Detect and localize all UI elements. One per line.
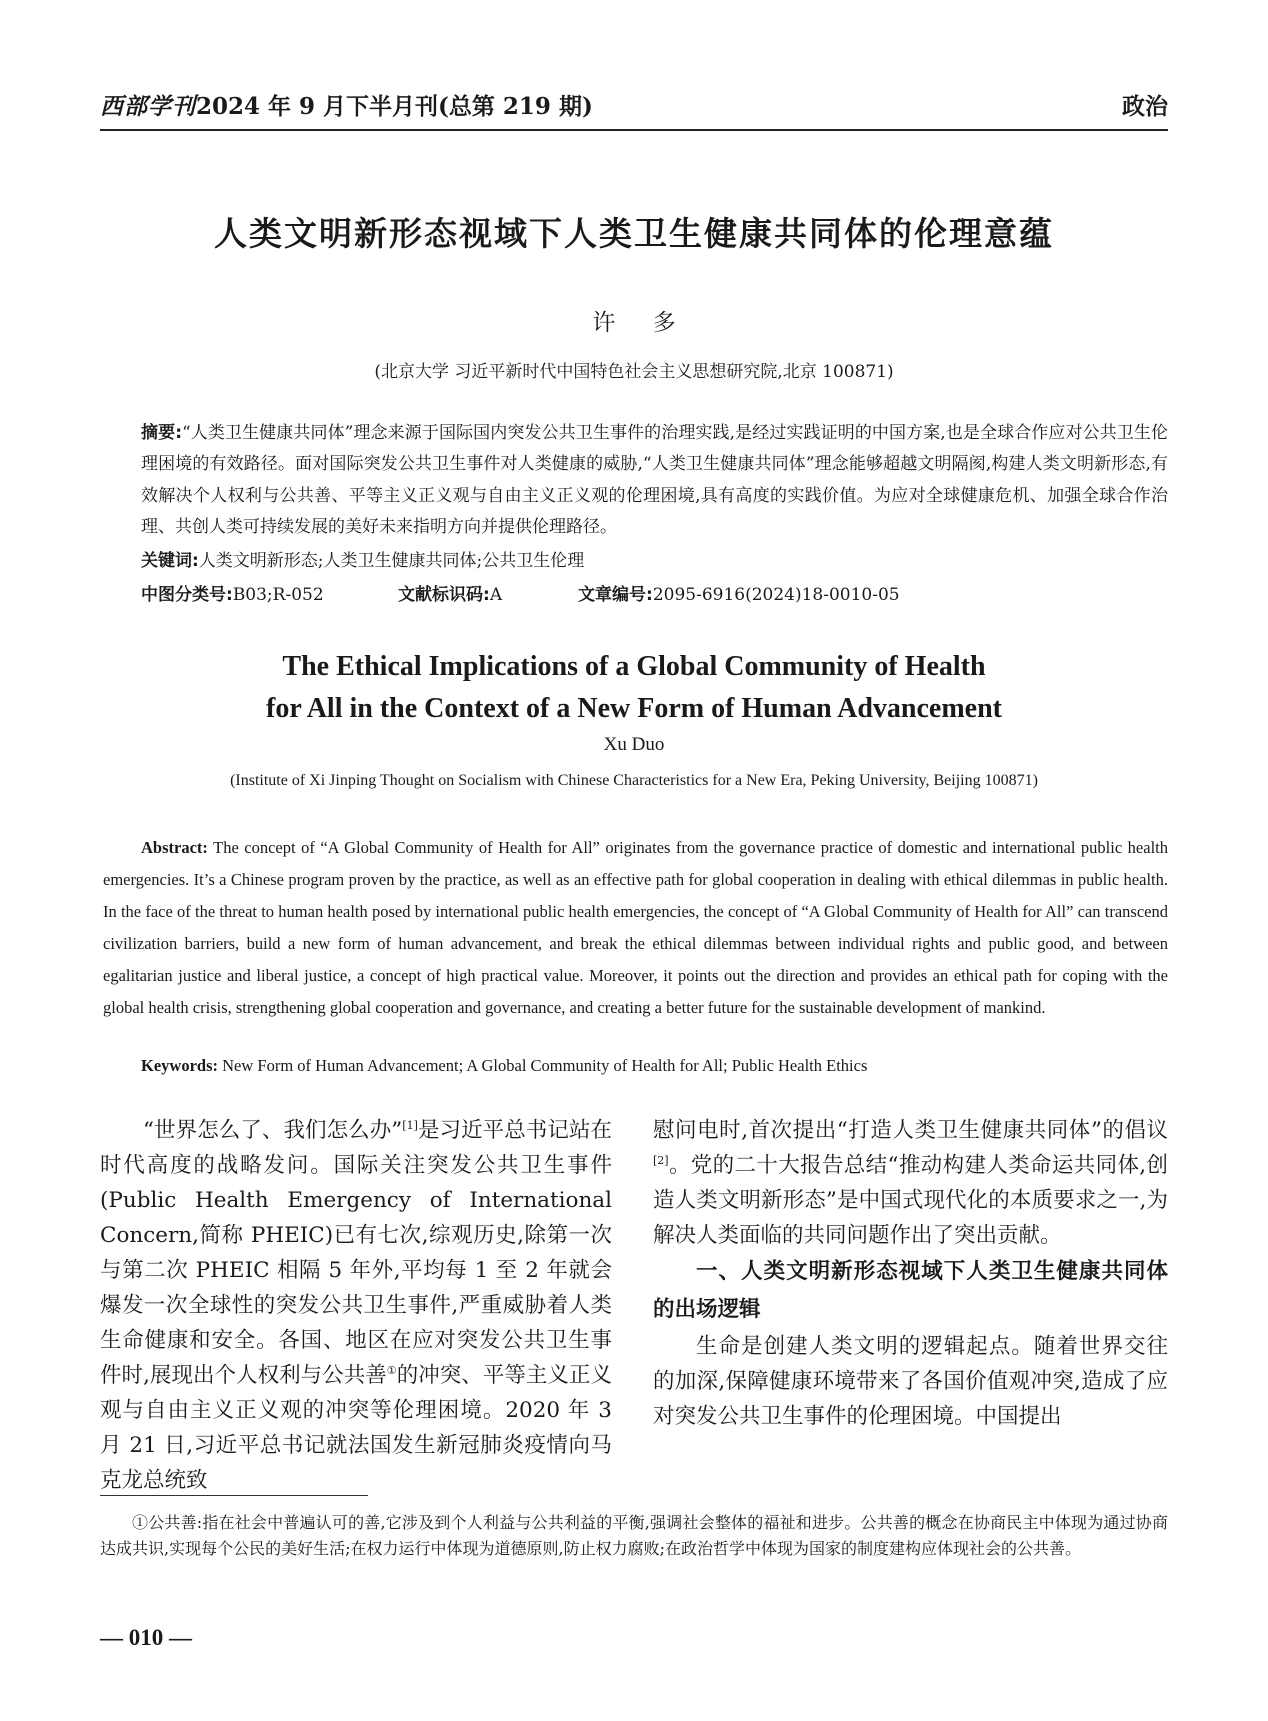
body-paragraph: “世界怎么了、我们怎么办”[1]是习近平总书记站在时代高度的战略发问。国际关注突发公共卫生事件(Public Health Emergency of International Concern,简称 PHEIC)已有七次,综观历史,除第一次与第二次 PHEIC 相隔 5 年外,平均每 1 至 2 年就会爆发一次全球性的突发公共卫生事件,严重威胁着人类生命健康和安全。各国、地区在应对突发公共卫生事件时,展现出个人权利与公共善①的冲突、平等主义正义观与自由主义正义观的冲突等伦理困境。2020 年 3 月 21 日,习近平总书记就法国发生新冠肺炎疫情向马克龙总统致 bbox=[100, 1118, 612, 1493]
keywords-cn bbox=[141, 546, 1168, 571]
clc-number: 中图分类号:B03;R-052 bbox=[141, 585, 324, 605]
footnote-marker: ① bbox=[386, 1363, 397, 1377]
abstract-cn-text: “人类卫生健康共同体”理念来源于国际国内突发公共卫生事件的治理实践,是经过实践证明的中国方案,也是全球合作应对公共卫生伦理困境的有效路径。面对国际突发公共卫生事件对人类健康的威胁,“人类卫生健康共同体”理念能够超越文明隔阂,构建人类文明新形态,有效解决个人权利与公共善、平等主义正义观与自由主义正义观的伦理困境,具有高度的实践价值。为应对全球健康危机、加强全球合作治理、共创人类可持续发展的美好未来指明方向并提供伦理路径。 bbox=[141, 423, 1168, 537]
affiliation-en: (Institute of Xi Jinping Thought on Socialism with Chinese Characteristics for a New Era, Peking University, Beijing 100871) bbox=[230, 772, 1038, 789]
article-number: 文章编号:2095-6916(2024)18-0010-05 bbox=[578, 585, 900, 605]
keywords-en bbox=[141, 1056, 1168, 1076]
abstract-en bbox=[103, 832, 1168, 1024]
keywords-cn-text: 人类文明新形态;人类卫生健康共同体;公共卫生伦理 bbox=[198, 551, 585, 571]
keywords-cn-label: 关键词: bbox=[141, 551, 199, 571]
body-column-left bbox=[100, 1113, 612, 1498]
page-number: — 010 — bbox=[100, 1625, 192, 1650]
abstract-cn-label: 摘要: bbox=[141, 423, 182, 443]
keywords-en-label: Keywords: bbox=[141, 1056, 218, 1075]
article-title-en bbox=[0, 646, 1268, 730]
title-en-line2: for All in the Context of a New Form of Human Advancement bbox=[266, 693, 1002, 724]
keywords-en-text: New Form of Human Advancement; A Global Community of Health for All; Public Health Ethics bbox=[222, 1056, 868, 1075]
page-header bbox=[100, 88, 1168, 126]
author-en: Xu Duo bbox=[603, 734, 665, 755]
section-name: 政治 bbox=[1122, 93, 1168, 120]
affiliation-cn: (北京大学 习近平新时代中国特色社会主义思想研究院,北京 100871) bbox=[374, 362, 894, 382]
body-paragraph: 慰问电时,首次提出“打造人类卫生健康共同体”的倡议[2]。党的二十大报告总结“推动构建人类命运共同体,创造人类文明新形态”是中国式现代化的本质要求之一,为解决人类面临的共同问题作出了突出贡献。 bbox=[653, 1118, 1168, 1248]
abstract-en-text: The concept of “A Global Community of Health for All” originates from the governance practice of domestic and international public health emergencies. It’s a Chinese program proven by the practice, as well as an effective path for global cooperation in dealing with ethical dilemmas in public health. In the face of the threat to human health posed by international public health emergencies, the concept of “A Global Community of Health for All” can transcend civilization barriers, build a new form of human advancement, and break the ethical dilemmas between individual rights and public good, and between egalitarian justice and liberal justice, a concept of high practical value. Moreover, it points out the direction and provides an ethical path for coping with the global health crisis, strengthening global cooperation and governance, and creating a better future for the sustainable development of mankind. bbox=[103, 838, 1168, 1017]
footnote: ①公共善:指在社会中普遍认可的善,它涉及到个人利益与公共利益的平衡,强调社会整体的福祉和进步。公共善的概念在协商民主中体现为通过协商达成共识,实现每个公民的美好生活;在权力运行中体现为道德原则,防止权力腐败;在政治哲学中体现为国家的制度建构应体现社会的公共善。 bbox=[100, 1513, 1168, 1558]
document-code: 文献标识码:A bbox=[398, 585, 503, 605]
issue-info: 2024 年 9 月下半月刊(总第 219 期) bbox=[196, 93, 593, 120]
abstract-en-label: Abstract: bbox=[141, 838, 208, 857]
citation-ref: [2] bbox=[653, 1153, 669, 1167]
section-heading: 一、人类文明新形态视域下人类卫生健康共同体的出场逻辑 bbox=[653, 1259, 1168, 1322]
footnote-divider bbox=[100, 1495, 368, 1496]
article-title-cn: 人类文明新形态视域下人类卫生健康共同体的伦理意蕴 bbox=[214, 214, 1054, 253]
citation-ref: [1] bbox=[402, 1118, 418, 1132]
body-column-right bbox=[653, 1113, 1168, 1434]
author-cn: 许 多 bbox=[592, 310, 676, 336]
header-divider bbox=[100, 129, 1168, 131]
journal-logo: 西部学刊 bbox=[100, 93, 196, 120]
body-paragraph: 生命是创建人类文明的逻辑起点。随着世界交往的加深,保障健康环境带来了各国价值观冲突,造成了应对突发公共卫生事件的伦理困境。中国提出 bbox=[653, 1334, 1168, 1429]
title-en-line1: The Ethical Implications of a Global Community of Health bbox=[282, 651, 986, 682]
abstract-cn bbox=[141, 418, 1168, 543]
